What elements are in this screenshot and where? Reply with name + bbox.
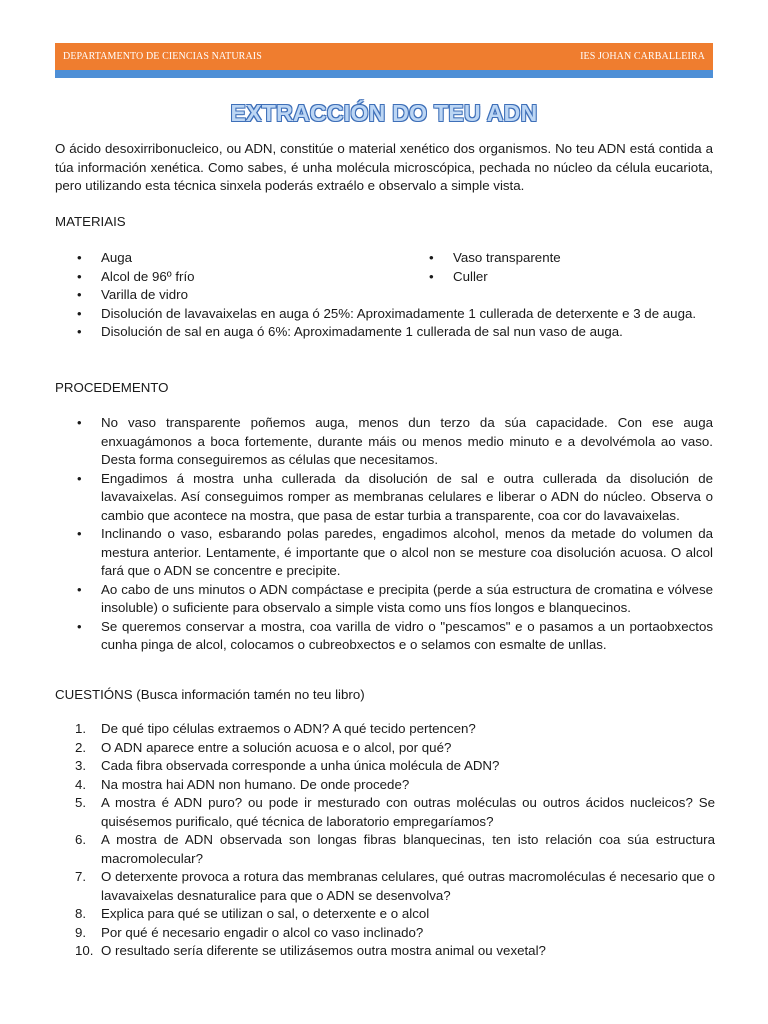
materials-heading: MATERIAIS	[55, 214, 126, 229]
list-item: 1. De qué tipo células extraemos o ADN? A qué tecido pertencen?	[75, 721, 476, 736]
header-rule	[55, 70, 713, 78]
list-item: • Inclinando o vaso, esbarando polas paredes, engadimos alcohol, menos da metade do volumen da mestura anterior. Lentamente, é importante que o alcol non se mesture coa disolución acuosa. O alcol fará que o ADN se concentre e precipite.	[77, 526, 713, 578]
list-item: 7. O deterxente provoca a rotura das membranas celulares, qué outras macromoléculas é necesario que o lavavaixelas desnaturalice para que o ADN se desenvolva?	[75, 869, 715, 903]
list-item: • No vaso transparente poñemos auga, menos dun terzo da súa capacidade. Con ese auga enxuagámonos a boca fortemente, durante máis ou menos medio minuto e a devolvémola ao vaso. Desta forma conseguiremos as células que necesitamos.	[77, 415, 713, 467]
procedure-list	[55, 414, 713, 655]
list-item: • Alcol de 96º frío	[77, 268, 195, 284]
page-header	[55, 43, 713, 70]
header-department: DEPARTAMENTO DE CIENCIAS NATURAIS	[63, 51, 262, 62]
procedure-heading: PROCEDEMENTO	[55, 380, 169, 395]
list-item: 9. Por qué é necesario engadir o alcol co vaso inclinado?	[75, 924, 424, 940]
list-item: • Disolución de sal en auga ó 6%: Aproximadamente 1 cullerada de sal nun vaso de auga.	[77, 324, 623, 339]
document-title: EXTRACCIÓN DO TEU ADN	[230, 100, 538, 126]
list-item: 5. A mostra é ADN puro? ou pode ir mesturado con outras moléculas ou outros ácidos nucleicos? Se quisésemos purificalo, qué técnica de laboratorio empregaríamos?	[75, 795, 715, 829]
questions-heading: CUESTIÓNS (Busca información tamén no teu libro)	[55, 687, 365, 702]
list-item: • Engadimos á mostra unha cullerada da disolución de sal e outra cullerada da disolución de lavavaixelas. Así conseguimos romper as membranas celulares e liberar o ADN do núcleo. Observa o cambio que acontece na mostra, que pasa de estar turbia a transparente, coa cor do lavavaixelas.	[77, 470, 713, 523]
list-item: 2. O ADN aparece entre a solución acuosa e o alcol, por qué?	[75, 739, 452, 755]
list-item: • Se queremos conservar a mostra, coa varilla de vidro o "pescamos" e o pasamos a un portaobxectos cunha pinga de alcol, colocamos o cubreobxectos e o selamos con esmalte de unllas.	[77, 618, 713, 652]
list-item: • Vaso transparente	[429, 250, 561, 265]
header-school: IES JOHAN CARBALLEIRA	[580, 51, 705, 62]
list-item: 4. Na mostra hai ADN non humano. De onde procede?	[75, 776, 410, 792]
list-item: 8. Explica para qué se utilizan o sal, o deterxente e o alcol	[75, 906, 430, 921]
list-item: 10. O resultado sería diferente se utilizásemos outra mostra animal ou vexetal?	[75, 943, 546, 958]
list-item: 3. Cada fibra observada corresponde a unha única molécula de ADN?	[75, 758, 500, 773]
materials-list	[55, 249, 715, 342]
list-item: • Varilla de vidro	[77, 287, 188, 302]
intro-paragraph: O ácido desoxirribonucleico, ou ADN, constitúe o material xenético dos organismos. No teu ADN está contida a túa información xenética. Como sabes, é unha molécula microscópica, pechada no núcleo da célula eucariota, pero utilizando esta técnica sinxela poderás extraélo e observalo a simple vista.	[55, 141, 713, 193]
list-item: 6. A mostra de ADN observada son longas fibras blanquecinas, ten isto relación coa súa estructura macromolecular?	[75, 832, 715, 866]
list-item: • Ao cabo de uns minutos o ADN compáctase e precipita (perde a súa estructura de cromatina e vólvese insoluble) o suficiente para observalo a simple vista como uns fíos longos e blanquecinos.	[77, 581, 713, 615]
list-item: • Culler	[429, 268, 488, 284]
list-item: • Auga	[77, 250, 133, 265]
questions-list	[55, 720, 715, 961]
list-item: • Disolución de lavavaixelas en auga ó 25%: Aproximadamente 1 cullerada de deterxente e 3 de auga.	[77, 305, 697, 321]
